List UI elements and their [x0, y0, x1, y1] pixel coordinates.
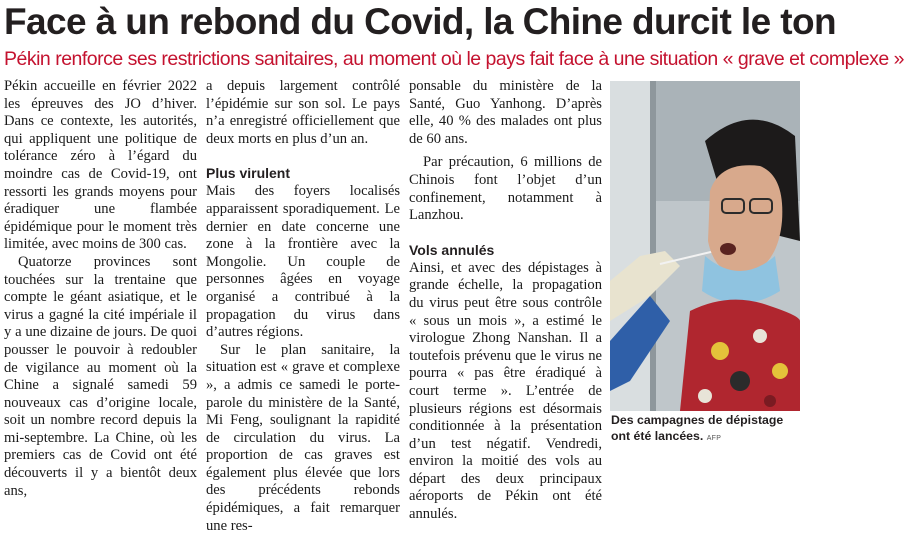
column-1: [4, 78, 197, 500]
paragraph: Pékin accueille en février 2022 les épreuves des JO d’hiver. Dans ce contexte, les autorités, qui appliquent une politique de tolérance zéro à l’égard du moindre cas de Covid-19, ont ressorti les grands moyens pour éradiquer une flambée épidémique pour le moment très limitée, avec moins de 300 cas.: [4, 78, 197, 253]
column-2: [206, 78, 400, 535]
photo-credit: AFP: [706, 434, 722, 442]
photo-illustration: [610, 81, 800, 411]
paragraph: a depuis largement contrôlé l’épidémie sur son sol. Le pays n’a enregistré officiellement que deux morts en plus d’un an.: [206, 78, 400, 147]
paragraph: Sur le plan sanitaire, la situation est « grave et complexe », a admis ce samedi le porte-parole du ministère de la Santé, Mi Feng, soulignant la rapidité de circulation du virus. La proportion de cas graves est également plus élevée que lors des précédents rebonds épidémiques, a fait remarquer une res-: [206, 341, 400, 534]
column-3: [409, 78, 602, 524]
paragraph: Ainsi, et avec des dépistages à grande échelle, la propagation du virus peut être sous contrôle « sous un mois », a estimé le virologue Zhong Nanshan. Il a toutefois prévenu que le virus ne pourra « pas être éradiqué à court terme ». L’entrée de plusieurs régions est désormais conditionnée à la présentation d’un test négatif. Vendredi, environ la moitié des vols au départ des deux principaux aéroports de Pékin ont été annulés.: [409, 259, 602, 523]
standfirst: Pékin renforce ses restrictions sanitaires, au moment où le pays fait face à une situation « grave et complexe »: [4, 48, 904, 70]
subheading-plus-virulent: Plus virulent: [206, 165, 291, 182]
news-photo: [610, 81, 800, 411]
paragraph: Mais des foyers localisés apparaissent sporadiquement. Le dernier en date concerne une zone à la frontière avec la Mongolie. Un couple de personnes âgées en voyage organisé a contribué à la propagation du virus dans d’autres régions.: [206, 183, 400, 341]
paragraph: Par précaution, 6 millions de Chinois font l’objet d’un confinement, notamment à Lanzhou.: [409, 154, 602, 224]
paragraph: Quatorze provinces sont touchées sur la trentaine que compte le géant asiatique, et le virus a gagné la cité impériale il y a une dizaine de jours. De quoi pousser le pouvoir à redoubler de vigilance au moment où la Chine a signalé samedi 59 nouveaux cas d’origine locale, soit un nombre record depuis la mi-septembre. La Chine, où les premiers cas de Covid ont été découverts il y a bientôt deux ans,: [4, 253, 197, 499]
subheading-vols-annules: Vols annulés: [409, 241, 495, 258]
photo-caption: [611, 413, 800, 446]
headline: Face à un rebond du Covid, la Chine durcit le ton: [4, 1, 836, 42]
paragraph: ponsable du ministère de la Santé, Guo Yanhong. D’après elle, 40 % des malades ont plus de 60 ans.: [409, 78, 602, 147]
caption-text: Des campagnes de dépistage ont été lancées.: [611, 413, 784, 443]
